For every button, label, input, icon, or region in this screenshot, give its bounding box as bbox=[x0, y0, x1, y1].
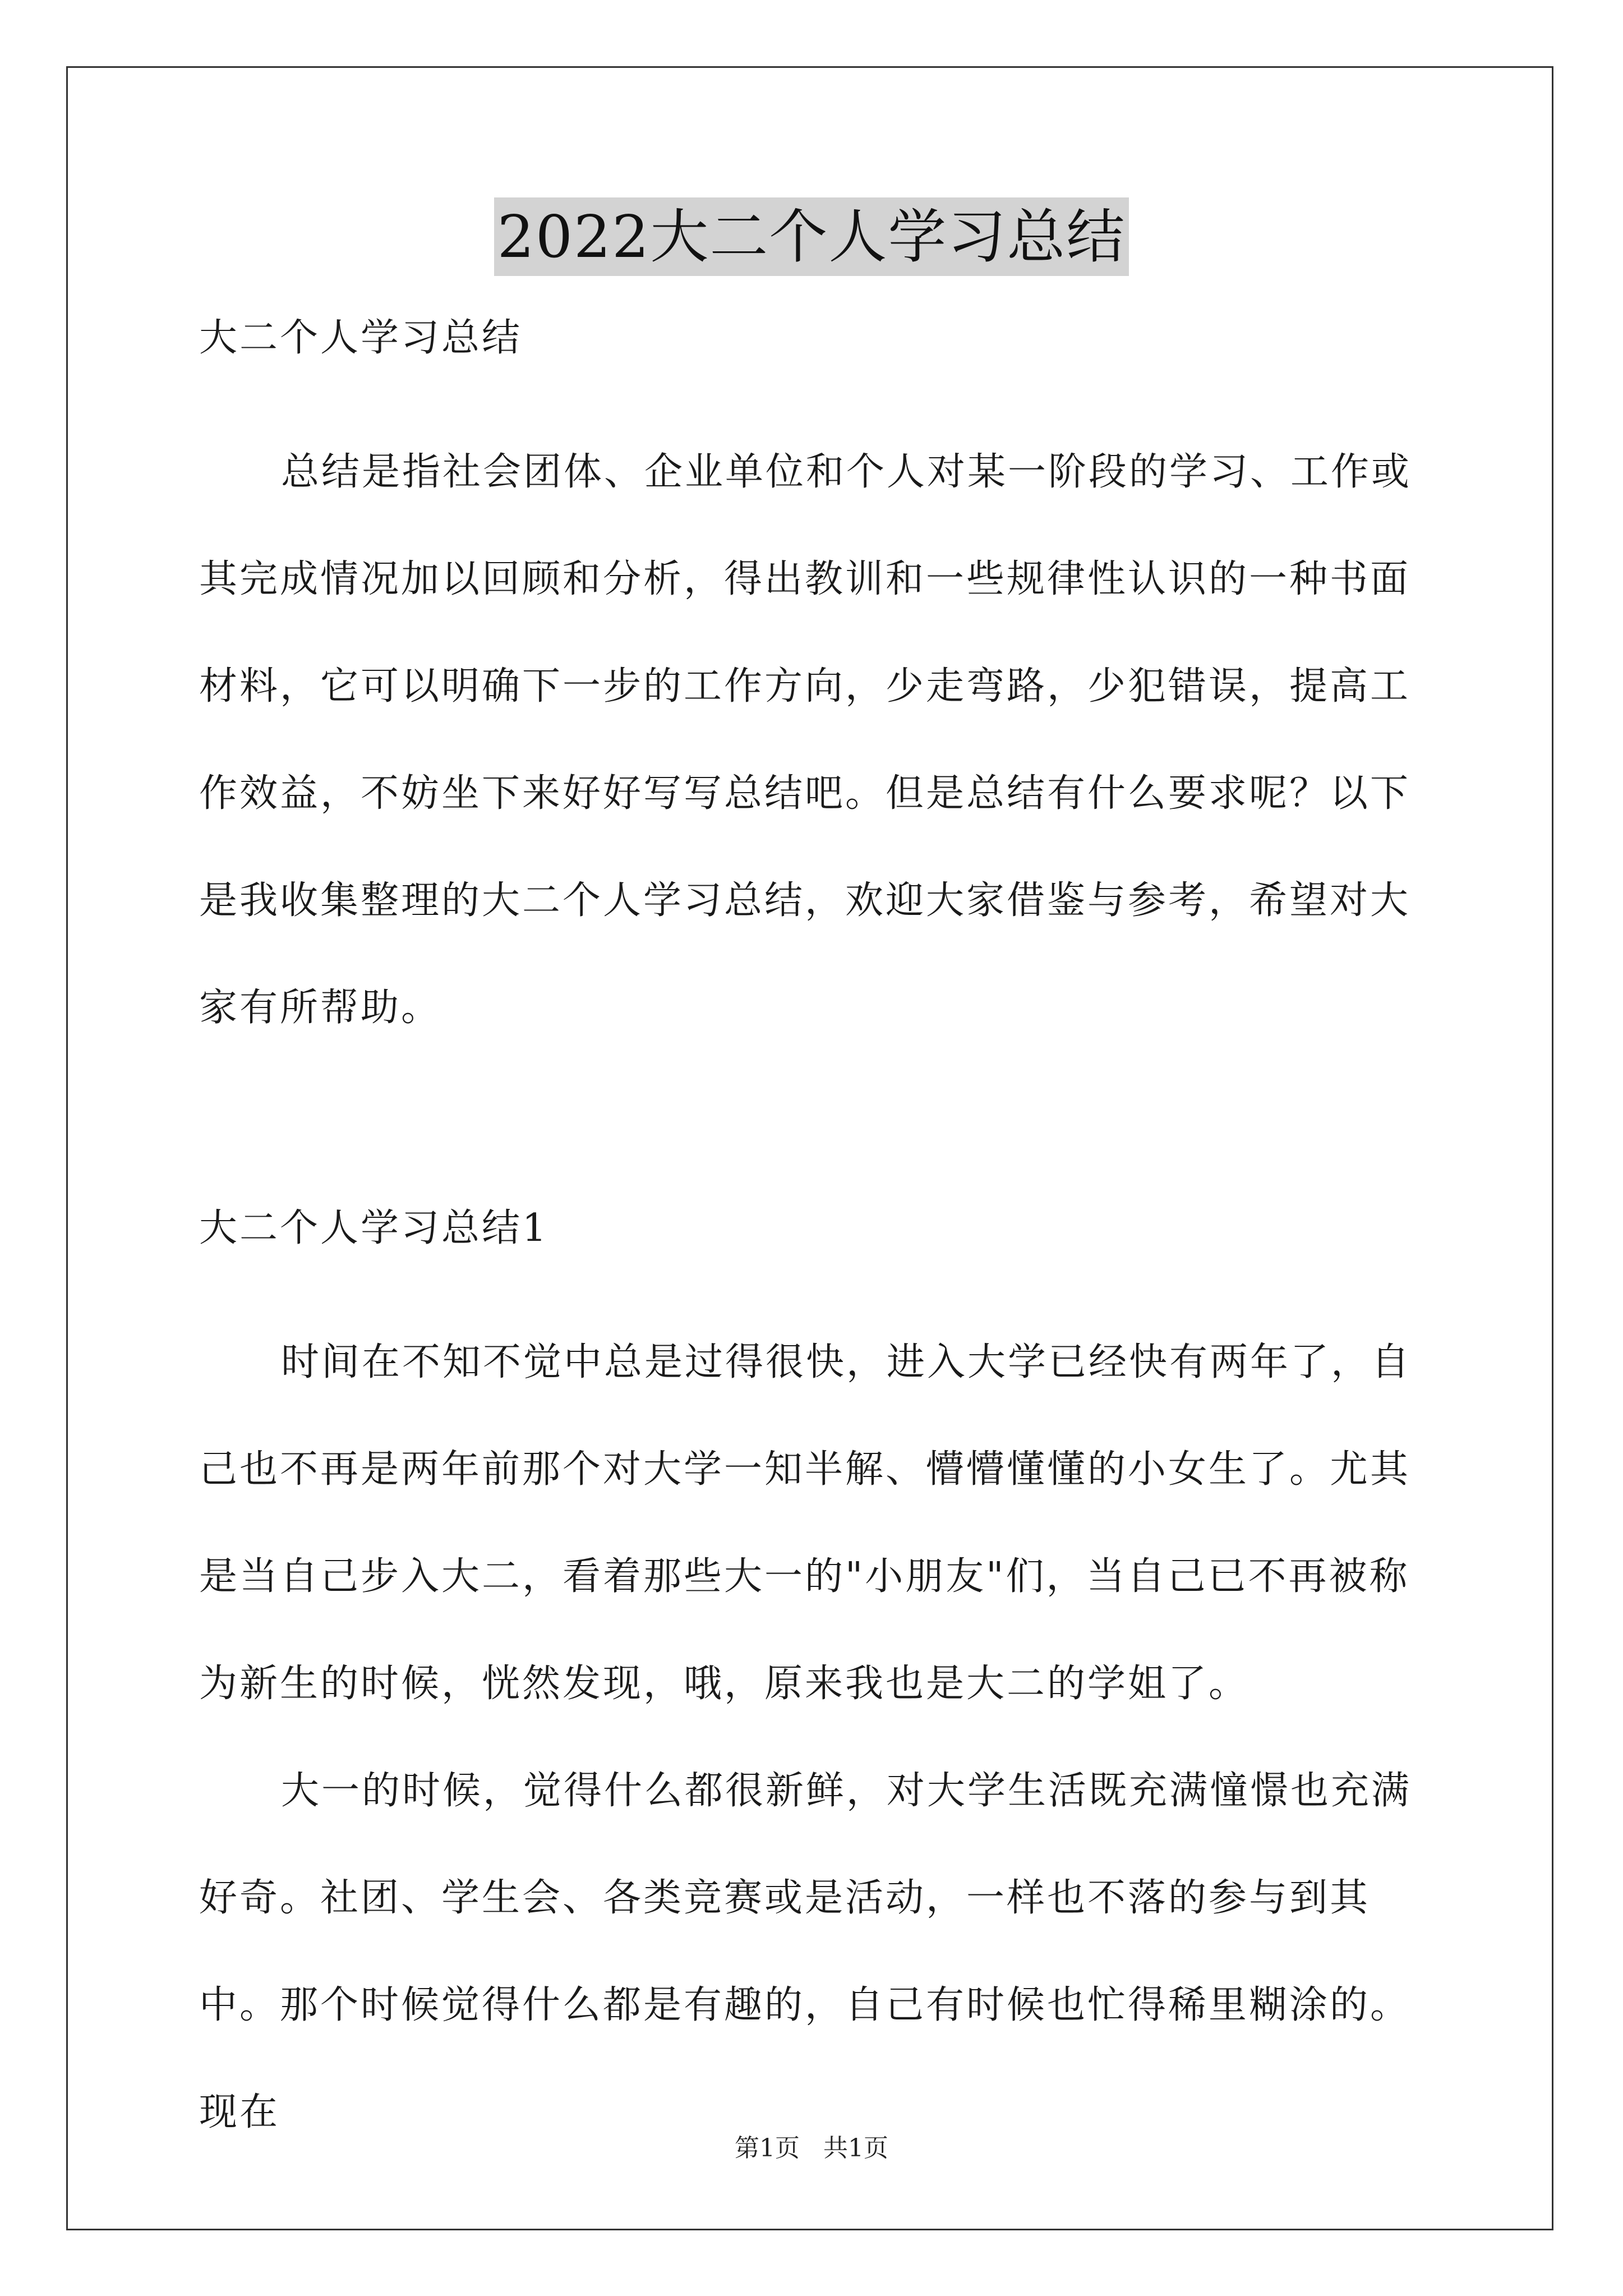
document-title: 2022大二个人学习总结 bbox=[494, 197, 1129, 276]
intro-paragraph: 总结是指社会团体、企业单位和个人对某一阶段的学习、工作或其完成情况加以回顾和分析，得出教训和一些规律性认识的一种书面材料，它可以明确下一步的工作方向，少走弯路，少犯错误，提高工作效益，不妨坐下来好好写写总结吧。但是总结有什么要求呢？以下是我收集整理的大二个人学习总结，欢迎大家借鉴与参考，希望对大家有所帮助。 bbox=[199, 450, 1412, 1030]
intro-heading: 大二个人学习总结 bbox=[199, 316, 523, 360]
section1-paragraph-1: 时间在不知不觉中总是过得很快，进入大学已经快有两年了，自己也不再是两年前那个对大学一知半解、懵懵懂懂的小女生了。尤其是当自己步入大二，看着那些大一的"小朋友"们，当自己已不再被称为新生的时候，恍然发现，哦，原来我也是大二的学姐了。 bbox=[199, 1340, 1412, 1706]
section1-paragraph-2: 大一的时候，觉得什么都很新鲜，对大学生活既充满憧憬也充满好奇。社团、学生会、各类竞赛或是活动，一样也不落的参与到其中。那个时候觉得什么都是有趣的，自己有时候也忙得稀里糊涂的。现在 bbox=[199, 1769, 1412, 2134]
page-footer bbox=[0, 2132, 1623, 2165]
document-body bbox=[199, 311, 1427, 2166]
spacer bbox=[199, 1061, 1427, 1202]
title-container bbox=[0, 197, 1623, 276]
section1-heading: 大二个人学习总结1 bbox=[199, 1206, 549, 1250]
page-total: 共1页 bbox=[823, 2134, 888, 2162]
spacer bbox=[199, 365, 1427, 418]
page-current: 第1页 bbox=[735, 2134, 800, 2162]
spacer bbox=[199, 1255, 1427, 1309]
